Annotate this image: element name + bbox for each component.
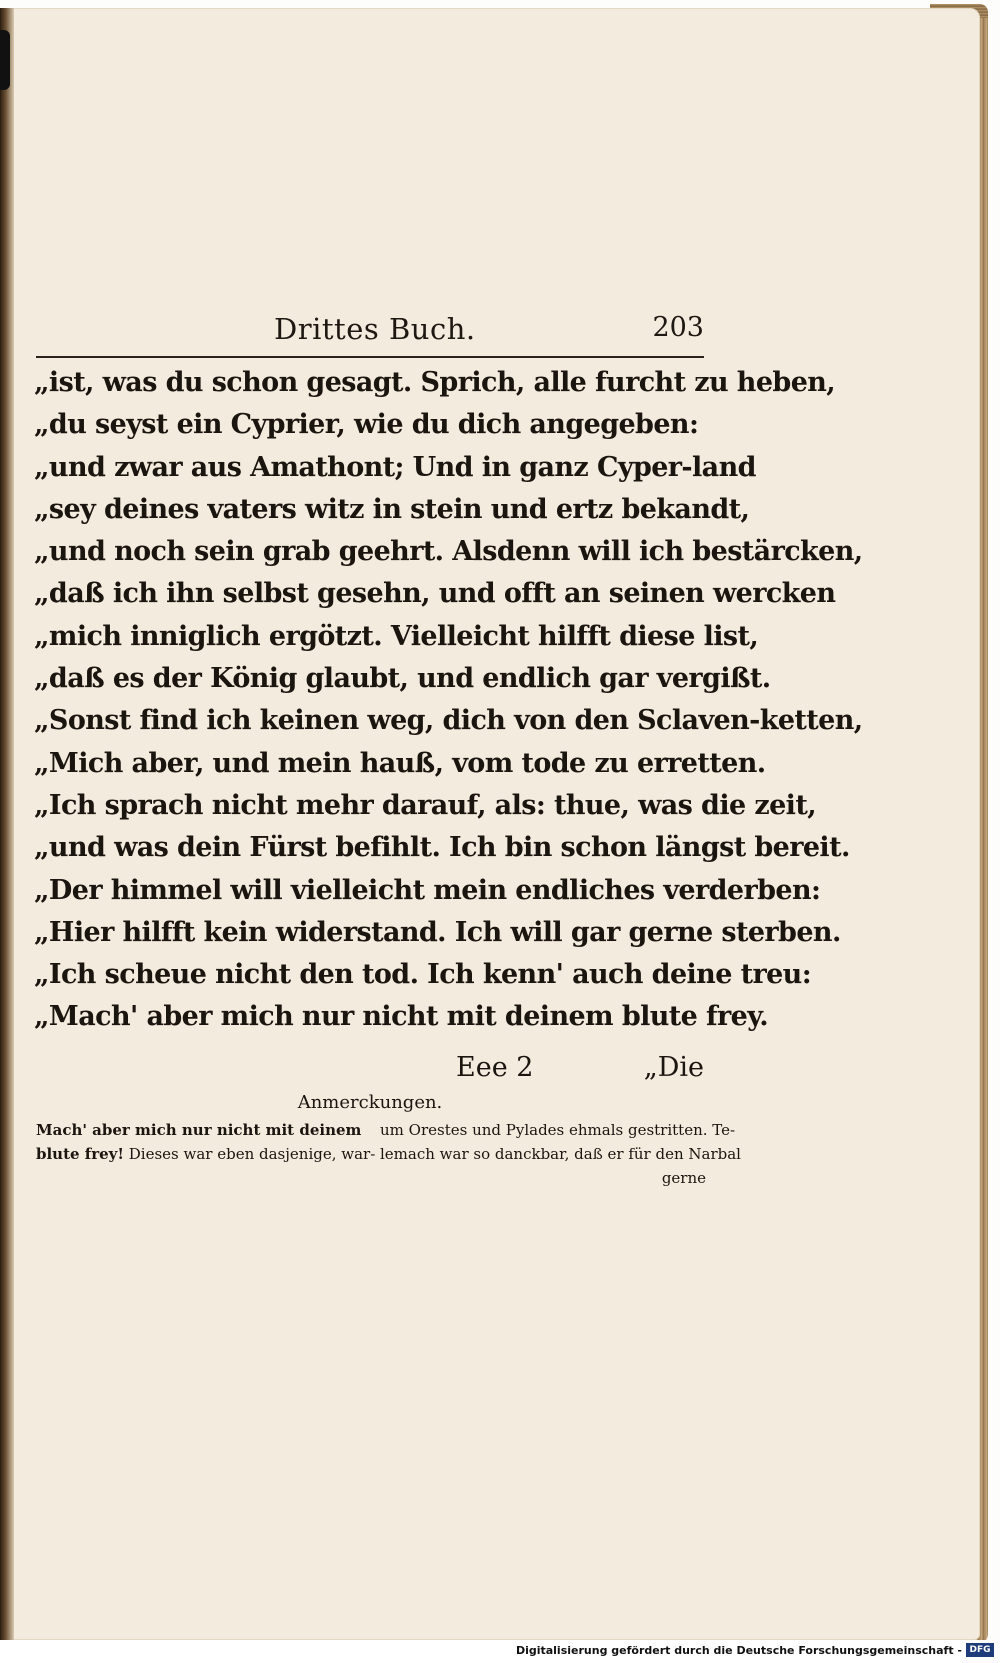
note-lemma-cont: blute frey! <box>36 1145 124 1163</box>
catchword: „Die <box>643 1052 704 1083</box>
header-rule <box>36 356 704 358</box>
verse-line: „und noch sein grab geehrt. Alsdenn will ich bestärcken, <box>34 536 863 568</box>
page-number: 203 <box>652 312 704 343</box>
footer-bar <box>0 1640 1000 1663</box>
verse-line: „Sonst find ich keinen weg, dich von den Sclaven-ketten, <box>34 705 863 737</box>
verse-line: „Hier hilfft kein widerstand. Ich will gar gerne sterben. <box>34 916 841 948</box>
verse-line: „sey deines vaters witz in stein und ertz bekandt, <box>34 493 750 525</box>
catchline <box>36 1052 704 1092</box>
verse-line: „daß es der König glaubt, und endlich gar vergißt. <box>34 663 771 695</box>
funding-credit: Digitalisierung gefördert durch die Deutsche Forschungsgemeinschaft - <box>515 1644 962 1657</box>
signature-mark: Eee 2 <box>456 1052 534 1083</box>
note-text: Dieses war eben dasjenige, war- <box>124 1145 376 1163</box>
dfg-logo-icon: DFG <box>966 1643 994 1657</box>
note-line: um Orestes und Pylades ehmals gestritten. Te- <box>380 1121 736 1139</box>
verse-line: „Ich scheue nicht den tod. Ich kenn' auch deine treu: <box>34 959 812 991</box>
verse-line: „du seyst ein Cyprier, wie du dich angegeben: <box>34 409 699 441</box>
binding-clip <box>0 30 10 90</box>
verse-line: „daß ich ihn selbst gesehn, und offt an seinen wercken <box>34 578 836 610</box>
binding-shadow <box>0 8 14 1640</box>
note-column-left <box>36 1118 376 1166</box>
verse-line: „Der himmel will vielleicht mein endliches verderben: <box>34 874 821 906</box>
verse-line: „und was dein Fürst befihlt. Ich bin schon längst bereit. <box>34 832 850 864</box>
note-column-right <box>380 1118 741 1190</box>
notes-heading: Anmerckungen. <box>297 1092 443 1113</box>
verse-line: „Mich aber, und mein hauß, vom tode zu erretten. <box>34 747 766 779</box>
verse-line: „Ich sprach nicht mehr darauf, als: thue, was die zeit, <box>34 789 816 821</box>
note-catchword: gerne <box>661 1169 706 1187</box>
verse-line: „mich inniglich ergötzt. Vielleicht hilfft diese list, <box>34 620 759 652</box>
verse-block <box>34 362 863 1039</box>
verse-line: „Mach' aber mich nur nicht mit deinem blute frey. <box>34 1001 769 1033</box>
note-line: lemach war so danckbar, daß er für den Narbal <box>380 1145 741 1163</box>
note-lemma: Mach' aber mich nur nicht mit deinem <box>36 1121 362 1139</box>
running-title: Drittes Buch. <box>274 312 476 346</box>
page-header <box>36 312 704 352</box>
verse-line: „ist, was du schon gesagt. Sprich, alle furcht zu heben, <box>34 367 836 398</box>
verse-line: „und zwar aus Amathont; Und in ganz Cyper-land <box>34 451 756 483</box>
